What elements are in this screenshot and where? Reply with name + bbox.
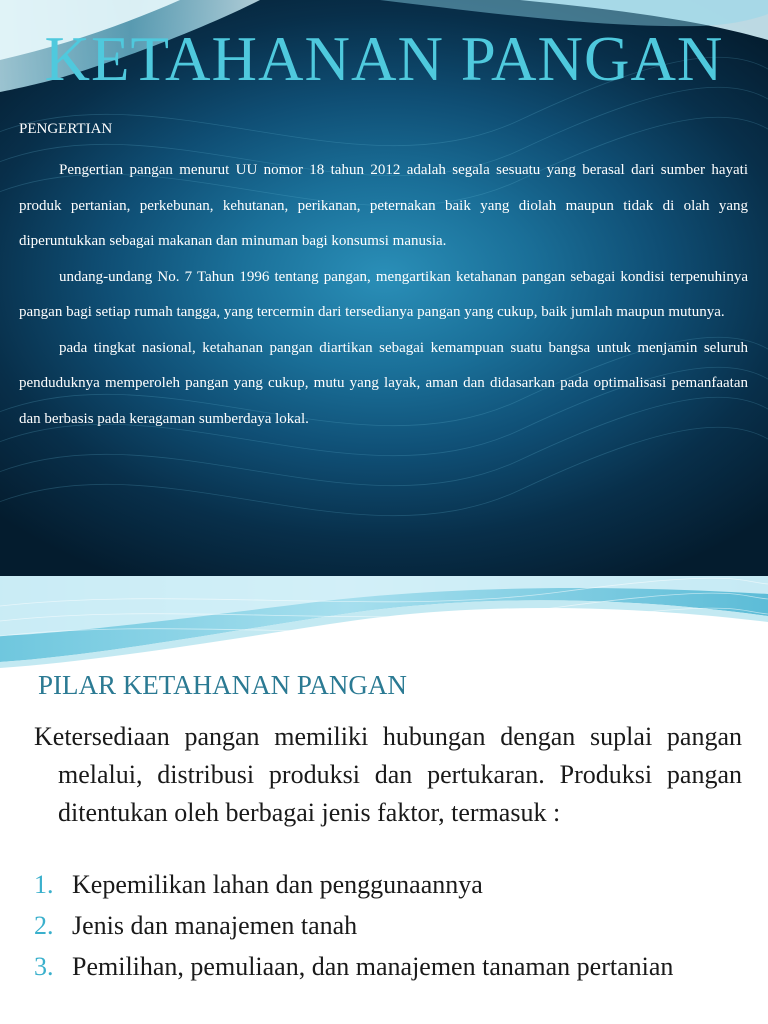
paragraph-definition-uu-2012: Pengertian pangan menurut UU nomor 18 tahun 2012 adalah segala sesuatu yang berasal dari sumber hayati produk pertanian, perkebunan, kehutanan, perikanan, peternakan baik yang diolah maupun tidak di olah yang diperuntukkan sebagai makanan dan minuman bagi konsumsi manusia. [19,162,748,249]
intro-paragraph: Ketersediaan pangan memiliki hubungan dengan suplai pangan melalui, distribusi produksi dan pertukaran. Produksi pangan ditentukan oleh berbagai jenis faktor, termasuk : [34,722,742,827]
list-text: Kepemilikan lahan dan penggunaannya [72,870,483,899]
paragraph-definition-uu-1996: undang-undang No. 7 Tahun 1996 tentang pangan, mengartikan ketahanan pangan sebagai kondisi terpenuhinya pangan bagi setiap rumah tangga, yang tercermin dari tersedianya pangan yang cukup, baik jumlah maupun mutunya. [19,268,748,320]
list-number: 2. [34,911,54,940]
list-number: 3. [34,952,54,981]
list-item [34,866,742,904]
paragraph-definition-national: pada tingkat nasional, ketahanan pangan diartikan sebagai kemampuan suatu bangsa untuk menjamin seluruh penduduknya memperoleh pangan yang cukup, mutu yang layak, aman dan didasarkan pada optimalisasi pemanfaatan dan berbasis pada keragaman sumberdaya lokal. [19,339,748,427]
list-number: 1. [34,870,54,899]
list-item [34,907,742,945]
list-text: Pemilihan, pemuliaan, dan manajemen tanaman pertanian [72,952,674,981]
slide-title: PILAR KETAHANAN PANGAN [38,670,407,700]
list-item [34,948,742,986]
numbered-list [34,866,742,989]
slide-title: KETAHANAN PANGAN [44,24,724,94]
slide-body [19,153,748,437]
decorative-wave-header [0,576,768,676]
slide-pilar-ketahanan-pangan [0,576,768,1024]
section-label: PENGERTIAN [19,121,113,137]
list-text: Jenis dan manajemen tanah [72,911,358,940]
